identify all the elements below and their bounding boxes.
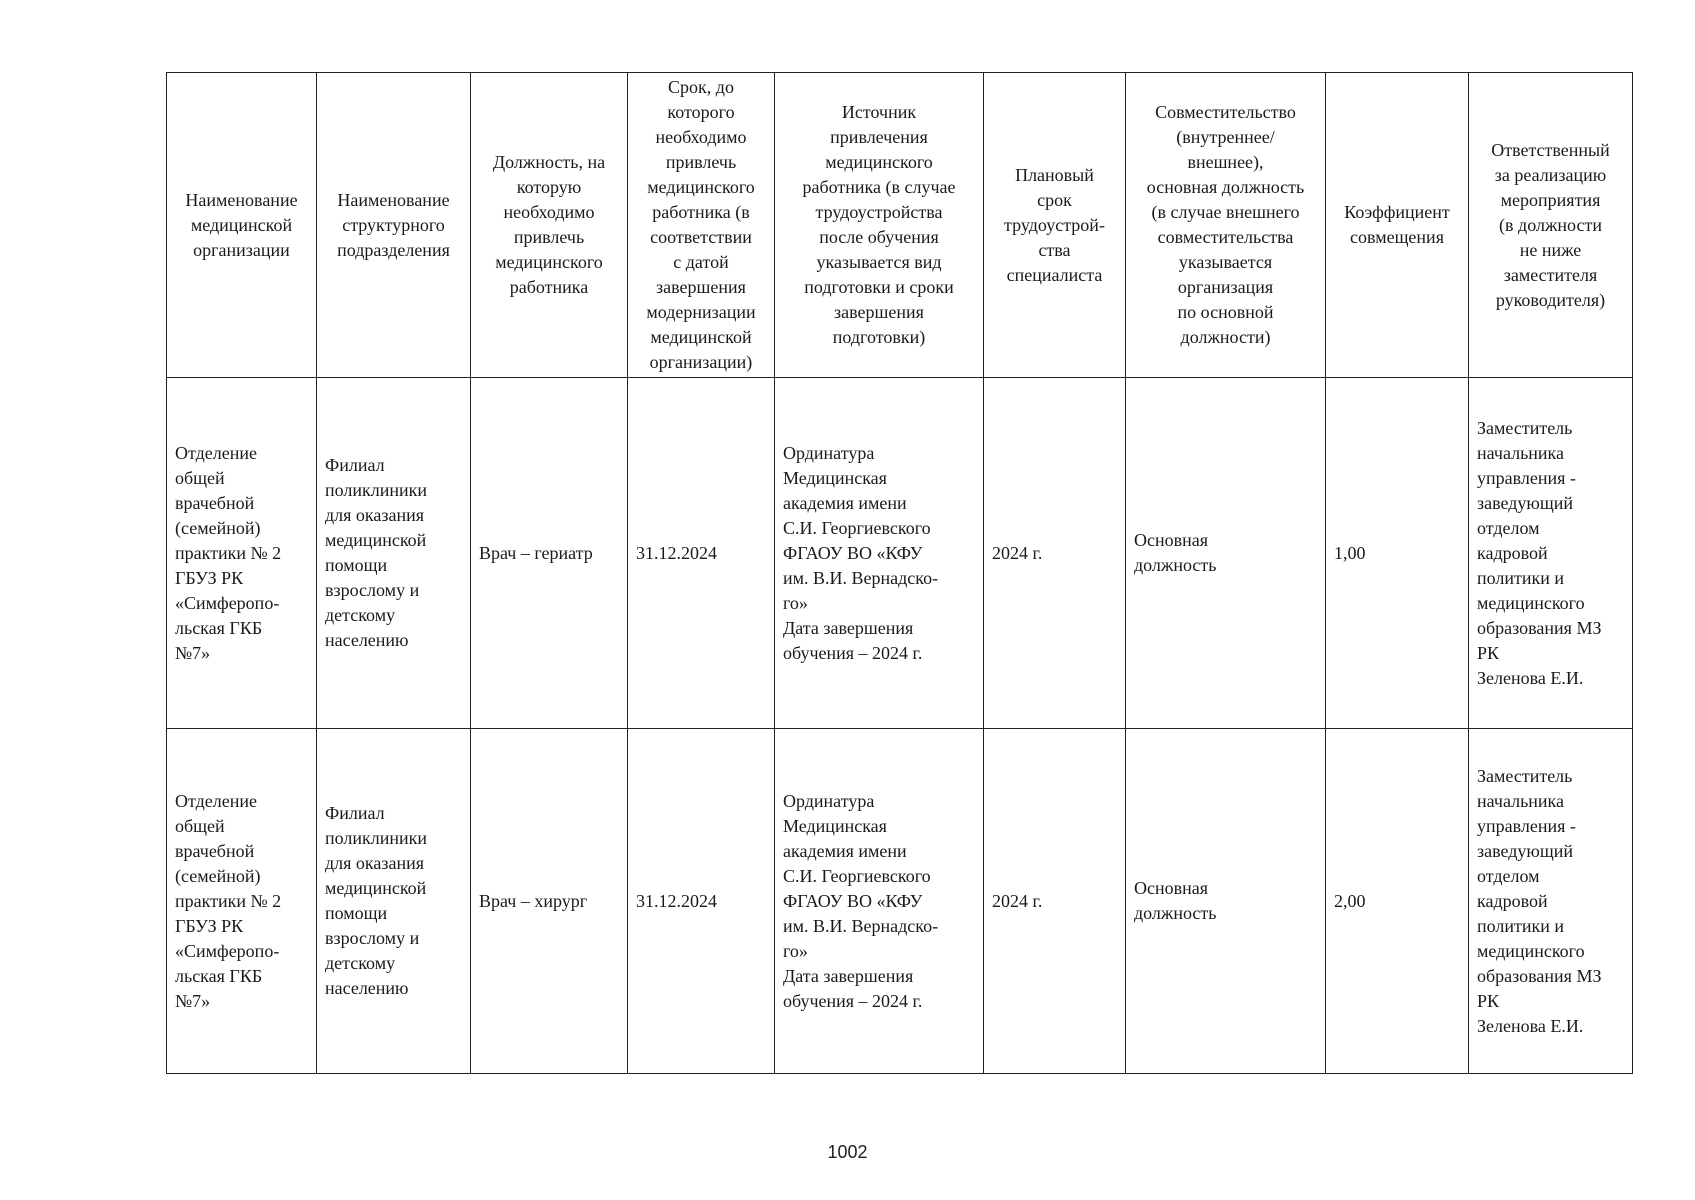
cell-organization: Отделение общей врачебной (семейной) практики № 2 ГБУЗ РК «Симферопо- льская ГКБ №7» [167,729,317,1074]
table-row [167,729,1633,1074]
cell-planned-term: 2024 г. [984,378,1126,729]
header-unit: Наименование структурного подразделения [317,73,471,378]
header-combination: Совместительство (внутреннее/ внешнее), основная должность (в случае внешнего совместительства указывается организация по основной должности) [1126,73,1326,378]
header-organization: Наименование медицинской организации [167,73,317,378]
cell-position: Врач – хирург [471,729,628,1074]
header-source: Источник привлечения медицинского работника (в случае трудоустройства после обучения указывается вид подготовки и сроки завершения подготовки) [775,73,984,378]
cell-deadline: 31.12.2024 [628,729,775,1074]
cell-planned-term: 2024 г. [984,729,1126,1074]
cell-deadline: 31.12.2024 [628,378,775,729]
header-deadline: Срок, до которого необходимо привлечь медицинского работника (в соответствии с датой завершения модернизации медицинской организации) [628,73,775,378]
header-planned-term: Плановый срок трудоустрой- ства специалиста [984,73,1126,378]
cell-position: Врач – гериатр [471,378,628,729]
cell-unit: Филиал поликлиники для оказания медицинской помощи взрослому и детскому населению [317,729,471,1074]
cell-source: Ординатура Медицинская академия имени С.И. Георгиевского ФГАОУ ВО «КФУ им. В.И. Вернадско- го» Дата завершения обучения – 2024 г. [775,729,984,1074]
cell-responsible: Заместитель начальника управления - заведующий отделом кадровой политики и медицинского образования МЗ РК Зеленова Е.И. [1469,378,1633,729]
cell-coefficient: 2,00 [1326,729,1469,1074]
table-row [167,378,1633,729]
cell-source: Ординатура Медицинская академия имени С.И. Георгиевского ФГАОУ ВО «КФУ им. В.И. Вернадско- го» Дата завершения обучения – 2024 г. [775,378,984,729]
cell-combination: Основная должность [1126,729,1326,1074]
cell-unit: Филиал поликлиники для оказания медицинской помощи взрослому и детскому населению [317,378,471,729]
page-number: 1002 [827,1142,868,1162]
staffing-plan-table [166,72,1633,1074]
header-coefficient: Коэффициент совмещения [1326,73,1469,378]
cell-coefficient: 1,00 [1326,378,1469,729]
cell-responsible: Заместитель начальника управления - заведующий отделом кадровой политики и медицинского образования МЗ РК Зеленова Е.И. [1469,729,1633,1074]
cell-combination: Основная должность [1126,378,1326,729]
table-header-row [167,73,1633,378]
header-position: Должность, на которую необходимо привлечь медицинского работника [471,73,628,378]
cell-organization: Отделение общей врачебной (семейной) практики № 2 ГБУЗ РК «Симферопо- льская ГКБ №7» [167,378,317,729]
header-responsible: Ответственный за реализацию мероприятия (в должности не ниже заместителя руководителя) [1469,73,1633,378]
